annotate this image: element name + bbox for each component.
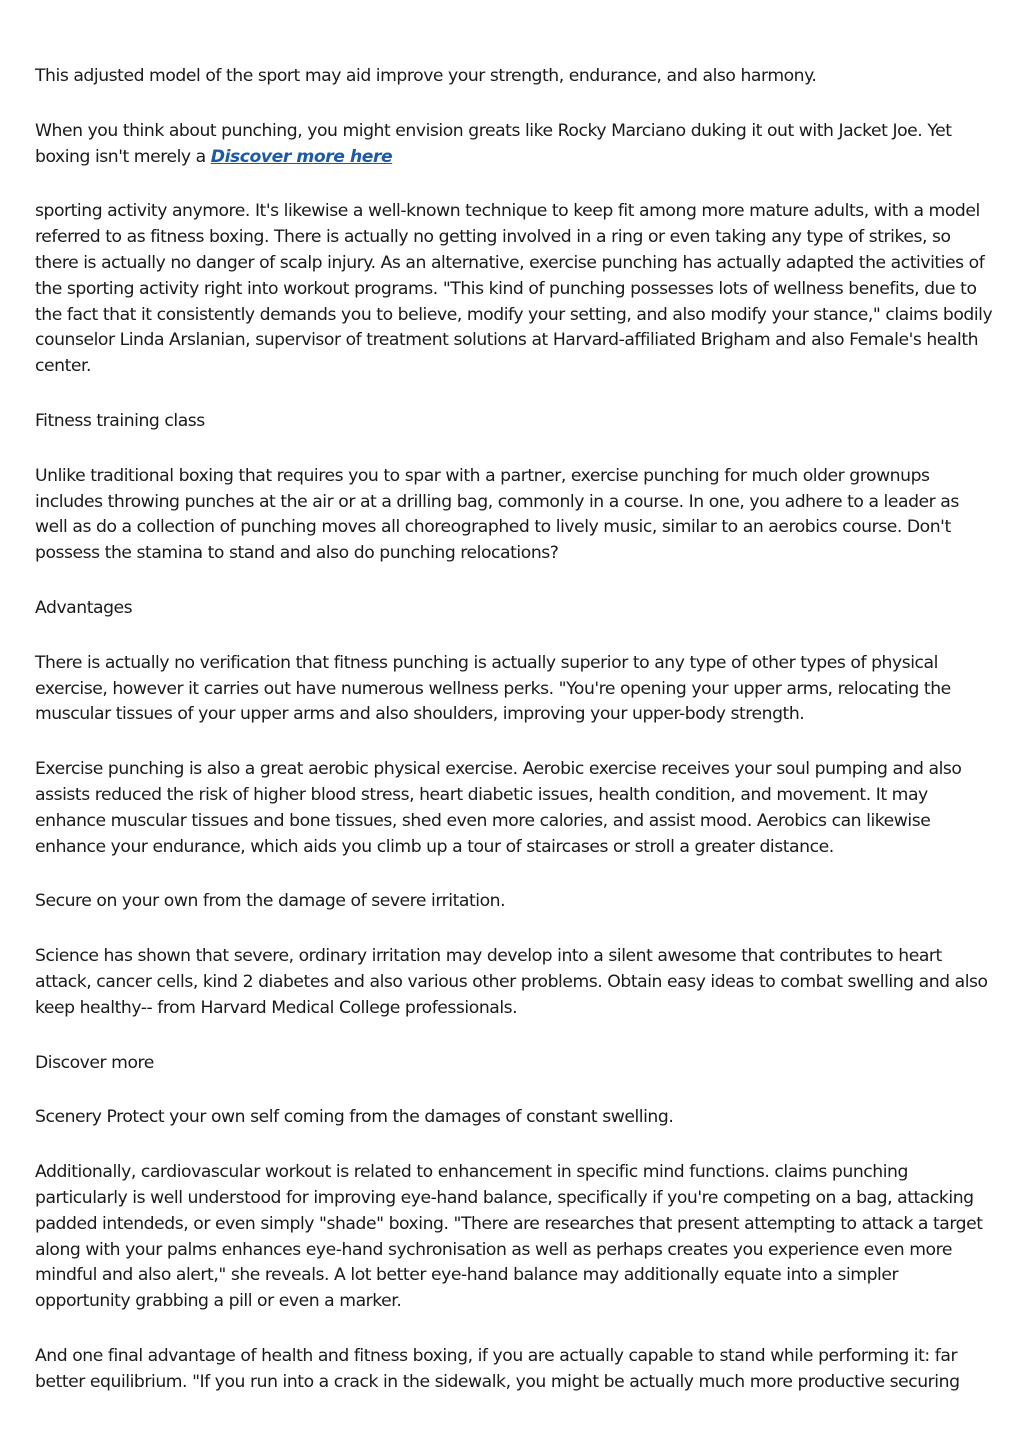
paragraph-sporting-activity: sporting activity anymore. It's likewise a well-known technique to keep fit among more mature adults, with a model referred to as fitness boxing. There is actually no getting involved in a ring or even taking any type of strikes, so there is actually no danger of scalp injury. As an alternative, exercise punching has actually adapted the activities of the sporting activity right into workout programs. "This kind of punching possesses lots of wellness benefits, due to the fact that it consistently demands you to believe, modify your setting, and also modify your stance," claims bodily counselor Linda Arslanian, supervisor of treatment solutions at Harvard-affiliated Brigham and also Female's health center. bbox=[35, 201, 993, 377]
paragraph-final-advantage: And one final advantage of health and fitness boxing, if you are actually capable to stand while performing it: far better equilibrium. "If you run into a crack in the sidewalk, you might be actually much more productive securing bbox=[35, 1345, 960, 1392]
discover-more-here-link[interactable]: Discover more here bbox=[210, 146, 393, 167]
paragraph-unlike-traditional: Unlike traditional boxing that requires you to spar with a partner, exercise punching for much older grownups includes throwing punches at the air or at a drilling bag, commonly in a course. In one, you adhere to a leader as well as do a collection of punching moves all choreographed to lively music, similar to an aerobics course. Don't possess the stamina to stand and also do punching relocations? bbox=[35, 465, 959, 564]
paragraph-additionally: Additionally, cardiovascular workout is related to enhancement in specific mind functions. claims punching particularly is well understood for improving eye-hand balance, specifically if you're competing on a bag, attacking padded intendeds, or even simply "shade" boxing. "There are researches that present attempting to attack a target along with your palms enhances eye-hand sychronisation as well as perhaps creates you experience even more mindful and also alert," she reveals. A lot better eye-hand balance may additionally equate into a simpler opportunity grabbing a pill or even a marker. bbox=[35, 1162, 983, 1312]
paragraph-science: Science has shown that severe, ordinary irritation may develop into a silent awesome that contributes to heart attack, cancer cells, kind 2 diabetes and also various other problems. Obtain easy ideas to combat swelling and also keep healthy-- from Harvard Medical College professionals. bbox=[35, 946, 988, 1018]
heading-advantages: Advantages bbox=[35, 597, 133, 618]
paragraph-punching bbox=[35, 119, 995, 171]
paragraph-scenery: Scenery Protect your own self coming from the damages of constant swelling. bbox=[35, 1107, 674, 1128]
paragraph-intro: This adjusted model of the sport may aid improve your strength, endurance, and also harmony. bbox=[35, 66, 817, 86]
heading-fitness-training-class: Fitness training class bbox=[35, 410, 205, 431]
paragraph-no-verification: There is actually no verification that fitness punching is actually superior to any type of other types of physical exercise, however it carries out have numerous wellness perks. "You're opening your upper arms, relocating the muscular tissues of your upper arms and also shoulders, improving your upper-body strength. bbox=[35, 652, 951, 725]
heading-discover-more: Discover more bbox=[35, 1052, 154, 1073]
paragraph-secure: Secure on your own from the damage of severe irritation. bbox=[35, 891, 506, 912]
paragraph-aerobic: Exercise punching is also a great aerobic physical exercise. Aerobic exercise receives your soul pumping and also assists reduced the risk of higher blood stress, heart diabetic issues, health condition, and movement. It may enhance muscular tissues and bone tissues, shed even more calories, and assist mood. Aerobics can likewise enhance your endurance, which aids you climb up a tour of staircases or stroll a greater distance. bbox=[35, 759, 962, 857]
document-body bbox=[35, 64, 995, 1424]
paragraph-punching-text: When you think about punching, you might envision greats like Rocky Marciano duking it out with Jacket Joe. Yet boxing isn't merely a bbox=[35, 120, 952, 167]
